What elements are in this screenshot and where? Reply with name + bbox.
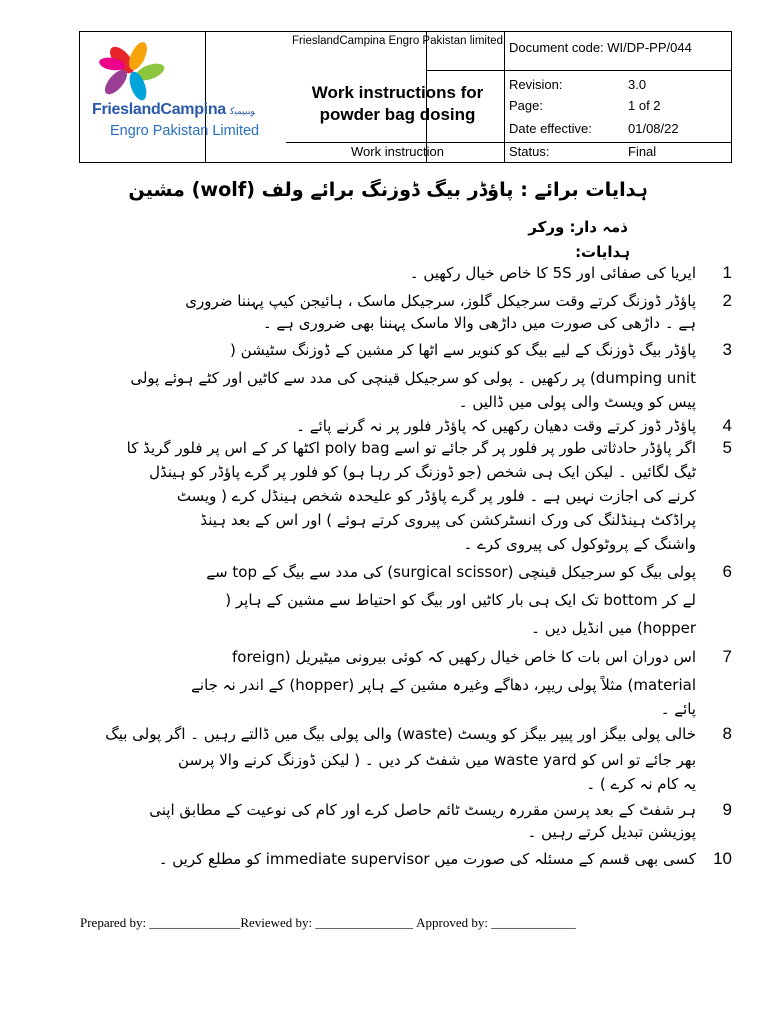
reviewed-by: Reviewed by: _______________ <box>240 915 413 930</box>
item-number: 2 <box>722 291 732 310</box>
item-line: پولی بیگ کو سرجیکل قینچی (surgical scissor) کی مدد سے بیگ کے top سے <box>206 563 696 581</box>
item-line: پاؤڈر ڈوزنگ کرتے وقت سرجیکل گلوز، سرجیکل ماسک ، ہائیجن کیپ پہننا ضروری <box>185 292 696 310</box>
item-line: ایریا کی صفائی اور 5S کا خاص خیال رکھیں ۔ <box>409 264 696 282</box>
item-line: ہے ۔ داڑھی کی صورت میں داڑھی والا ماسک پہننا بھی ضروری ہے ۔ <box>262 314 696 332</box>
item-number: 1 <box>722 263 732 282</box>
item-line: واشنگ کے پروٹوکول کی پیروی کرے ۔ <box>463 535 696 553</box>
item-line: ٹیگ لگائیں ۔ لیکن ایک ہی شخص (جو ڈوزنگ کر رہا ہو) کو فلور پر گرے پاؤڈر کو ہینڈل <box>149 463 696 481</box>
logo-subtitle: Engro Pakistan Limited <box>110 123 260 139</box>
item-line: کرنے کی اجازت نہیں ہے ۔ فلور پر گرے پاؤڈر کو علیحدہ شخص ہینڈل کرے ( ویسٹ <box>176 487 696 505</box>
item-line: خالی پولی بیگز اور پیپر بیگز کو ویسٹ (waste) والی پولی بیگ میں ڈالتے رہیں ۔ اگر پولی بیگ <box>105 725 696 743</box>
item-line: اس دوران اس بات کا خاص خیال رکھیں کہ کوئی بیرونی میٹیریل (foreign <box>232 648 696 666</box>
page-value: 1 of 2 <box>628 98 661 113</box>
item-line: پراڈکٹ ہینڈلنگ کی ورک انسٹرکشن کی پیروی کرتے ہوئے ) اور اس کے بعد ہینڈ <box>200 511 696 529</box>
logo-brand-name <box>92 101 255 119</box>
date-effective-label: Date effective: <box>509 121 592 136</box>
item-line: پائے ۔ <box>660 700 696 718</box>
item-number: 3 <box>722 340 732 359</box>
logo-area <box>80 32 286 142</box>
frieslandcampina-logo-icon <box>92 42 172 102</box>
header-divider <box>426 70 731 71</box>
responsible-person: ذمہ دار: ورکر <box>528 218 628 236</box>
item-line: پاؤڈر بیگ ڈوزنگ کے لیے بیگ کو کنویر سے اٹھا کر مشین کے ڈوزنگ سٹیشن ( <box>230 341 696 359</box>
item-number: 4 <box>722 416 732 435</box>
item-number: 10 <box>713 849 732 868</box>
document-title: Work instructions for powder bag dosing <box>311 83 484 124</box>
item-line: پیس کو ویسٹ والی پولی میں ڈالیں ۔ <box>458 393 696 411</box>
item-number: 8 <box>722 724 732 743</box>
document-code: Document code: WI/DP-PP/044 <box>509 40 692 55</box>
item-line: بھر جائے تو اس کو waste yard میں شفٹ کر دیں ۔ ( لیکن ڈوزنگ کرنے والا پرسن <box>178 751 696 769</box>
item-number: 7 <box>722 647 732 666</box>
approval-footer <box>80 915 576 931</box>
document-type: Work instruction <box>351 144 444 159</box>
logo-brand-text: FrieslandCampina <box>92 101 226 118</box>
page-label: Page: <box>509 98 543 113</box>
item-line: پوزیشن تبدیل کرتے رہیں ۔ <box>527 823 696 841</box>
date-effective-value: 01/08/22 <box>628 121 679 136</box>
item-line: لے کر bottom تک ایک ہی بار کاٹیں اور بیگ کو احتیاط سے مشین کے ہاپر ( <box>225 591 696 609</box>
prepared-by: Prepared by: ______________ <box>80 915 241 930</box>
item-number: 5 <box>722 438 732 457</box>
approved-by: Approved by: _____________ <box>416 915 576 930</box>
logo-brand-mark: ﻮﻨﯿﭙﻤﯿﮐ <box>230 106 256 116</box>
status-label: Status: <box>509 144 550 159</box>
item-line: کسی بھی قسم کے مسئلہ کی صورت میں immediate supervisor کو مطلع کریں ۔ <box>158 850 696 868</box>
status-value: Final <box>628 144 657 159</box>
header-divider <box>286 142 731 143</box>
instructions-label: ہدایات: <box>575 243 630 261</box>
document-header <box>79 31 732 163</box>
company-name: FrieslandCampina Engro Pakistan limited <box>292 35 503 47</box>
item-number: 9 <box>722 800 732 819</box>
revision-value: 3.0 <box>628 77 647 92</box>
item-line: dumping unit) پر رکھیں ۔ پولی کو سرجیکل قینچی کی مدد سے کاٹیں اور کٹے ہوئے پولی <box>130 369 696 387</box>
item-line: پاؤڈر ڈوز کرتے وقت دھیان رکھیں کہ پاؤڈر فلور پر نہ گرنے پائے ۔ <box>296 417 696 435</box>
item-line: یہ کام نہ کرے ) ۔ <box>586 775 696 793</box>
instructions-heading: ہدایات برائے : پاؤڈر بیگ ڈوزنگ برائے ولف (wolf) مشین <box>128 178 648 201</box>
item-line: hopper) میں انڈیل دیں ۔ <box>531 619 696 637</box>
revision-label: Revision: <box>509 77 563 92</box>
item-line: material) مثلاً پولی ریپر، دھاگے وغیرہ مشین کے ہاپر (hopper) کے اندر نہ جانے <box>191 676 696 694</box>
item-number: 6 <box>722 562 732 581</box>
item-line: ہر شفٹ کے بعد پرسن مقررہ ریسٹ ٹائم حاصل کرے اور کام کی نوعیت کے مطابق اپنی <box>149 801 696 819</box>
item-line: اگر پاؤڈر حادثاتی طور پر فلور پر گر جائے تو اسے poly bag اکٹھا کر کے اس پر فلور گریڈ کا <box>126 439 696 457</box>
